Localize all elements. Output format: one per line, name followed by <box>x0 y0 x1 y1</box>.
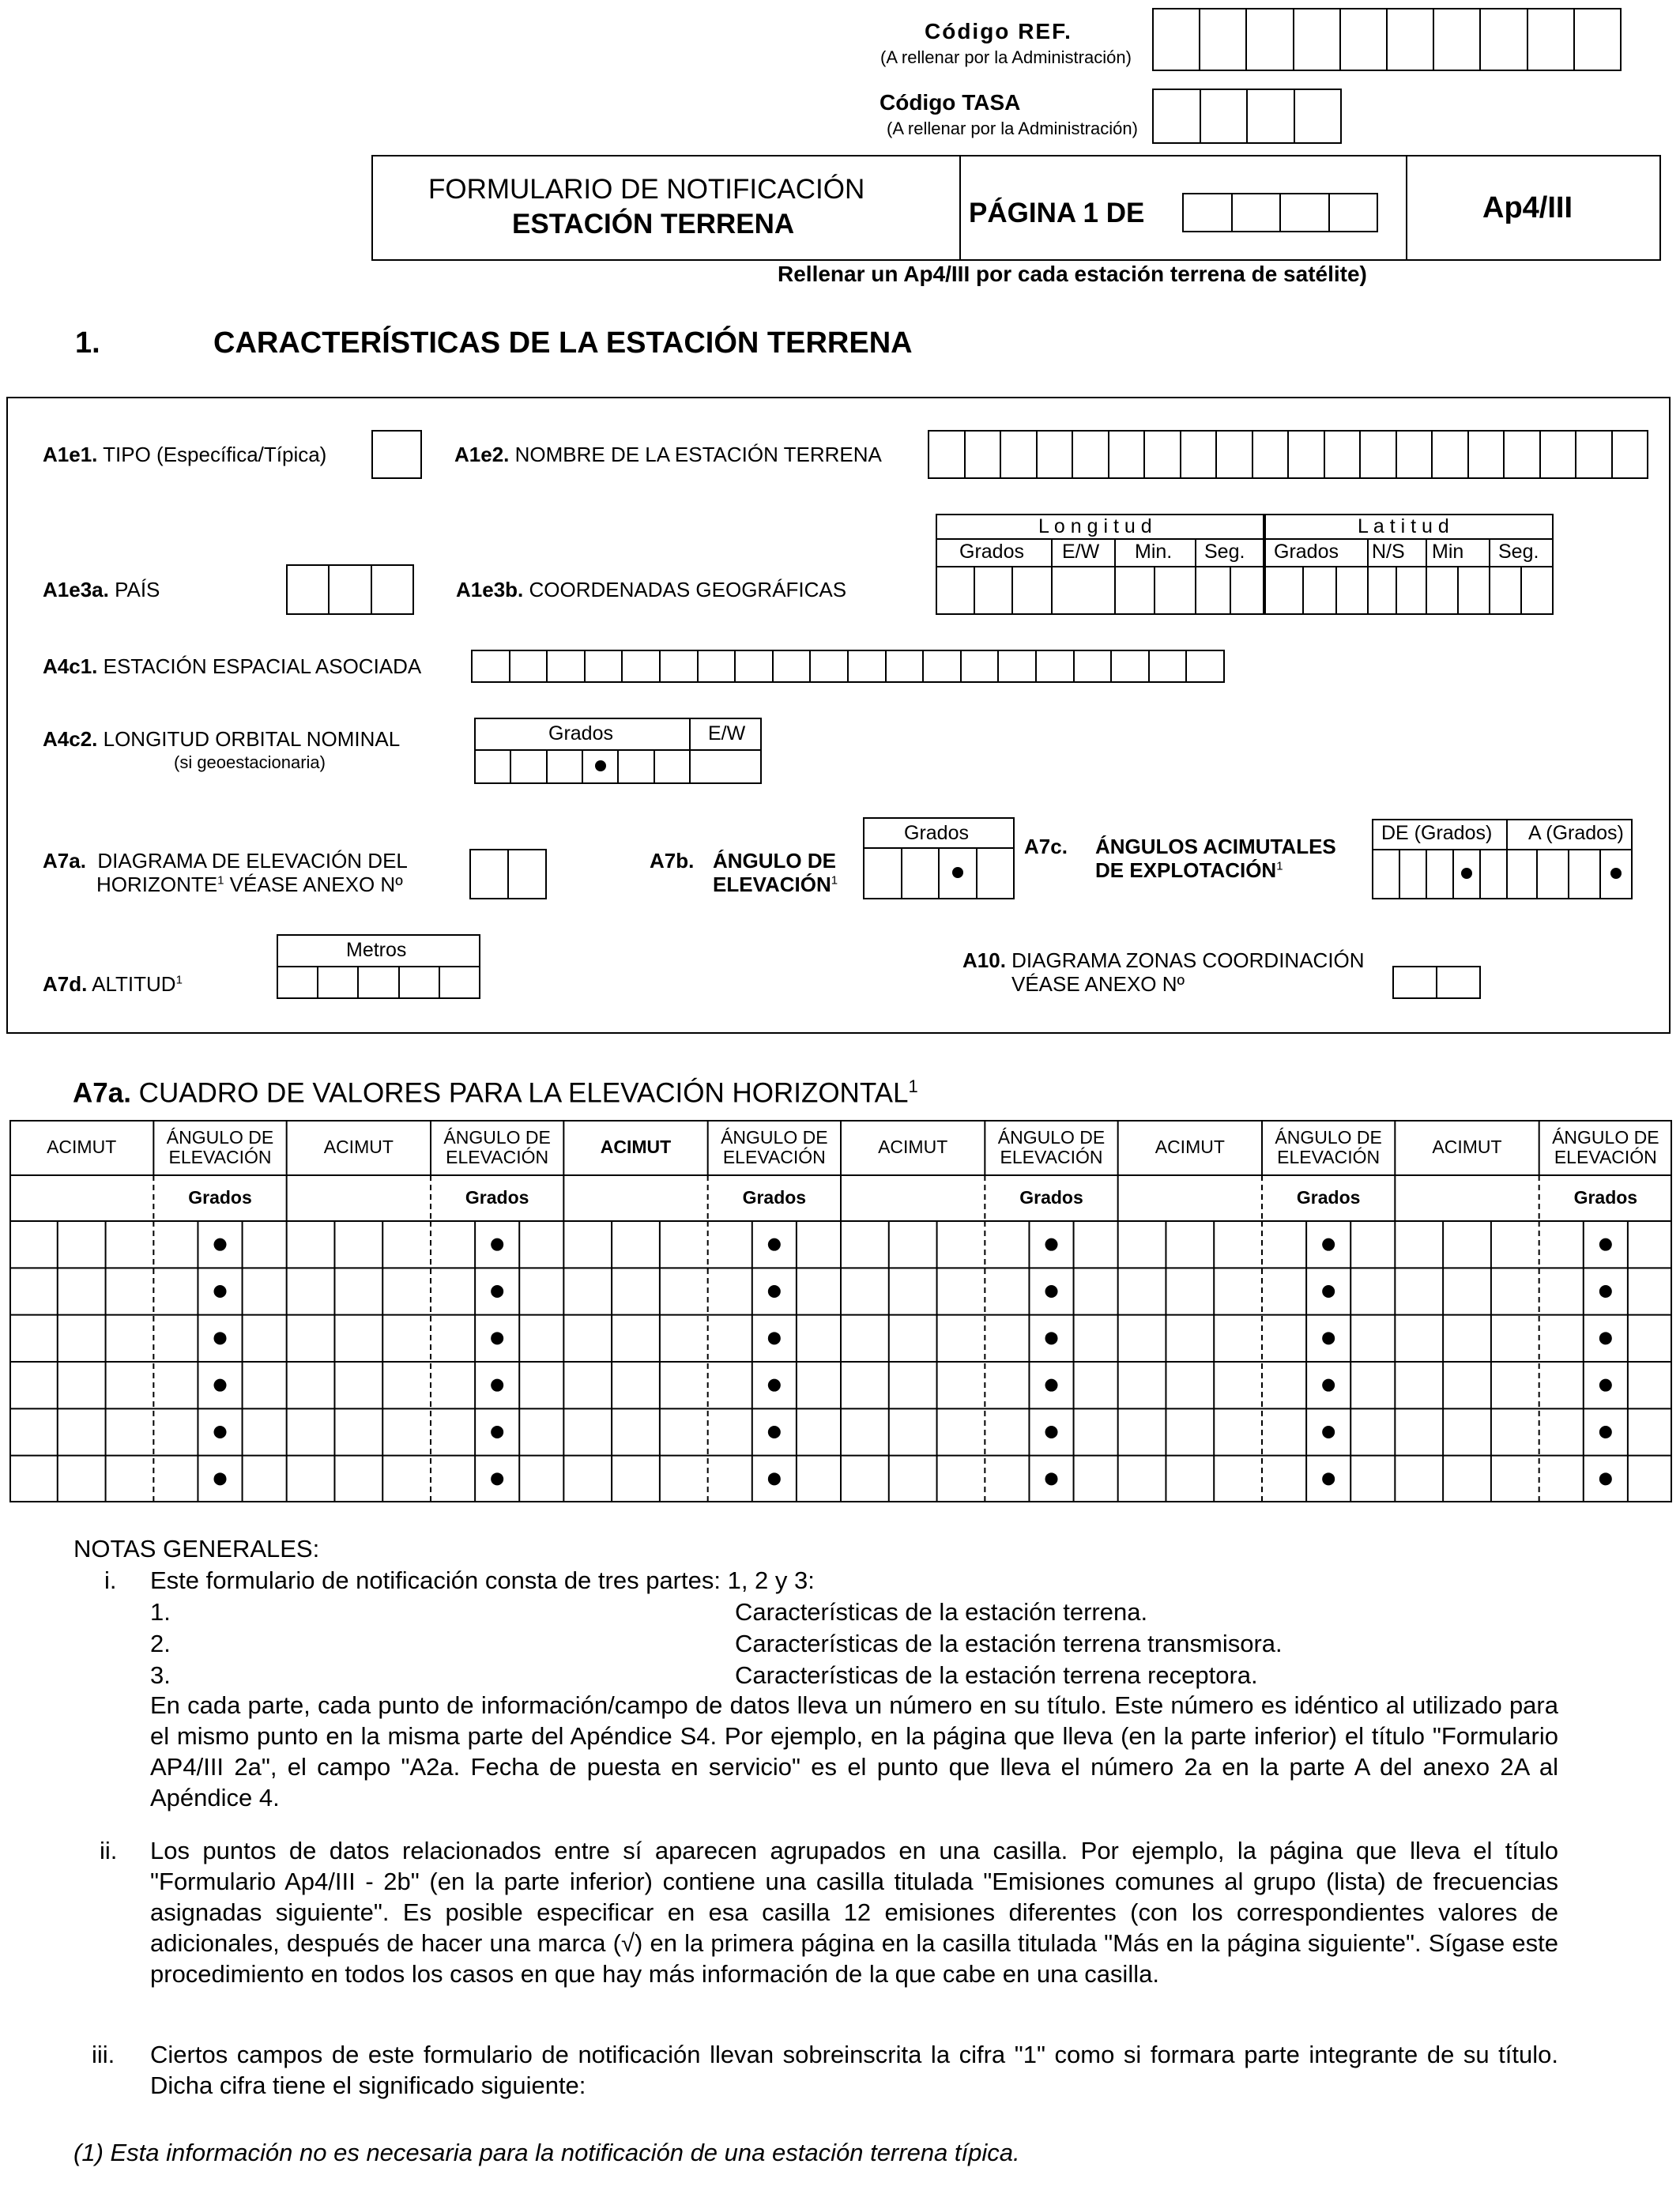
decimal-point <box>1599 1379 1612 1392</box>
a10-label-line1: A10. DIAGRAMA ZONAS COORDINACIÓN <box>962 948 1365 972</box>
col-grados-header: Grados <box>1296 1187 1361 1208</box>
col-angulo-header: ÁNGULO DE ELEVACIÓN <box>1275 1126 1382 1167</box>
note-i-body: En cada parte, cada punto de información/campo de datos lleva un número en su título. Este número es idéntico al utilizado para el mismo punto en la misma parte del Apéndice S4. Por ejemplo, en la página que lleva (en la parte inferior) el título "Formulario AP4/III 2a", el campo "A2a. Fecha de puesta en servicio" es el punto que lleva el número 2a en la parte A del anexo 2A al Apéndice 4. <box>150 1691 1558 1811</box>
decimal-point <box>1322 1238 1335 1251</box>
a7d-label: A7d. ALTITUD$^1$ <box>43 972 183 996</box>
a1e1-type-box[interactable] <box>371 430 422 479</box>
form-code: Ap4/III <box>1482 191 1573 224</box>
note-i-marker: i. <box>104 1566 117 1594</box>
section-number: 1. <box>75 326 100 360</box>
a7d-altitude-boxes[interactable] <box>277 966 480 999</box>
a4c1-label: A4c1. ESTACIÓN ESPACIAL ASOCIADA <box>43 654 422 678</box>
decimal-point <box>491 1238 503 1251</box>
decimal-point <box>214 1379 227 1392</box>
tasa-code-boxes[interactable] <box>1152 89 1342 144</box>
a10-annex-boxes[interactable] <box>1392 966 1481 999</box>
a7b-code: A7b. <box>650 849 695 873</box>
a7c-de-label: DE (Grados) <box>1381 822 1493 844</box>
part-1-text: Características de la estación terrena. <box>735 1598 1148 1626</box>
a4c1-station-boxes[interactable] <box>471 650 1225 683</box>
decimal-point <box>1322 1426 1335 1438</box>
decimal-point <box>1045 1332 1058 1344</box>
decimal-point <box>1322 1285 1335 1298</box>
a7b-label-line1: ÁNGULO DE <box>713 849 836 873</box>
decimal-point <box>1599 1238 1612 1251</box>
decimal-point <box>1322 1472 1335 1485</box>
decimal-point <box>1322 1379 1335 1392</box>
ref-code-label: Código REF. <box>925 19 1072 43</box>
col-grados-header: Grados <box>465 1187 529 1208</box>
a7c-a-boxes[interactable] <box>1506 849 1633 899</box>
decimal-point <box>1599 1332 1612 1344</box>
a1e3a-country-boxes[interactable] <box>286 564 414 615</box>
a7a-label-line1: A7a. DIAGRAMA DE ELEVACIÓN DEL <box>43 849 408 873</box>
col-grados-header: Grados <box>1573 1187 1638 1208</box>
station-characteristics-frame <box>6 397 1671 1034</box>
note-ii-body: Los puntos de datos relacionados entre sí aparecen agrupados en una casilla. Por ejemplo, la página que lleva el título "Formulario Ap4/III - 2b" (en la parte inferior) contiene una casilla titulada "Emisiones comunes al grupo (lista) de frecuencias asignadas siguiente". Es posible especificar en esa casilla 12 emisiones diferentes (con los correspondientes valores de adicionales, después de hacer una marca (√) en la primera página en la casilla titulada "Más en la página siguiente". Sígase este procedimiento en todos los casos en que hay más información de la que cabe en una casilla. <box>150 1837 1558 1988</box>
note-ii-marker: ii. <box>100 1837 118 1864</box>
ref-code-boxes[interactable] <box>1152 8 1622 71</box>
col-grados-header: Grados <box>188 1187 252 1208</box>
page-total-boxes[interactable] <box>1182 193 1378 232</box>
a7b-grados-label: Grados <box>904 822 969 844</box>
notes-heading: NOTAS GENERALES: <box>73 1535 320 1563</box>
tasa-code-label: Código TASA <box>880 90 1021 115</box>
note-i-intro: Este formulario de notificación consta de tres partes: 1, 2 y 3: <box>150 1566 815 1594</box>
lon-seg-label: Seg. <box>1204 541 1245 563</box>
decimal-point <box>768 1472 781 1485</box>
form-title-line1: FORMULARIO DE NOTIFICACIÓN <box>428 174 865 205</box>
a1e2-label: A1e2. NOMBRE DE LA ESTACIÓN TERRENA <box>454 443 882 466</box>
col-angulo-header: ÁNGULO DE ELEVACIÓN <box>443 1126 551 1167</box>
decimal-point <box>1599 1426 1612 1438</box>
a7c-label-line1: ÁNGULOS ACIMUTALES <box>1095 835 1336 858</box>
decimal-point <box>1322 1332 1335 1344</box>
a7c-a-label: A (Grados) <box>1528 822 1624 844</box>
longitud-header: L o n g i t u d <box>1038 515 1152 537</box>
a4c2-label: A4c2. LONGITUD ORBITAL NOMINAL <box>43 727 401 751</box>
a7a-annex-boxes[interactable] <box>469 849 547 899</box>
part-2-number: 2. <box>150 1630 171 1657</box>
note-iii-marker: iii. <box>92 2041 115 2068</box>
decimal-point <box>214 1472 227 1485</box>
part-1-number: 1. <box>150 1598 171 1626</box>
decimal-point <box>1045 1285 1058 1298</box>
note-iii-body: Ciertos campos de este formulario de notificación llevan sobreinscrita la cifra "1" como si formara parte integrante de su título. Dicha cifra tiene el significado siguiente: <box>150 2041 1558 2099</box>
table-title: A7a. CUADRO DE VALORES PARA LA ELEVACIÓN HORIZONTAL$^1$ <box>73 1076 918 1109</box>
lat-ns-label: N/S <box>1372 541 1405 563</box>
col-acimut-header: ACIMUT <box>600 1137 672 1158</box>
a4c2-ew-label: E/W <box>708 722 746 745</box>
decimal-point <box>214 1332 227 1344</box>
a7a-label-line2: HORIZONTE$^1$ VÉASE ANEXO Nº <box>96 873 403 896</box>
decimal-point <box>1599 1285 1612 1298</box>
decimal-point <box>768 1238 781 1251</box>
decimal-point <box>768 1285 781 1298</box>
col-acimut-header: ACIMUT <box>1432 1137 1502 1158</box>
decimal-point <box>768 1426 781 1438</box>
col-acimut-header: ACIMUT <box>1155 1137 1225 1158</box>
part-3-number: 3. <box>150 1661 171 1689</box>
decimal-point <box>214 1238 227 1251</box>
col-angulo-header: ÁNGULO DE ELEVACIÓN <box>166 1126 274 1167</box>
a4c2-orbital-boxes[interactable] <box>474 749 691 784</box>
lon-min-label: Min. <box>1135 541 1173 563</box>
a4c2-note: (si geoestacionaria) <box>174 752 326 772</box>
footnote: (1) Esta información no es necesaria para la notificación de una estación terrena típica. <box>73 2139 1020 2166</box>
a7b-label-line2: ELEVACIÓN$^1$ <box>713 873 838 896</box>
a7d-metros-label: Metros <box>346 939 407 961</box>
decimal-point <box>768 1332 781 1344</box>
decimal-point <box>768 1379 781 1392</box>
decimal-point <box>1045 1238 1058 1251</box>
decimal-point <box>491 1332 503 1344</box>
ref-code-note: (A rellenar por la Administración) <box>880 47 1132 67</box>
decimal-point <box>214 1285 227 1298</box>
decimal-point <box>1599 1472 1612 1485</box>
decimal-point <box>491 1285 503 1298</box>
lat-seg-label: Seg. <box>1498 541 1539 563</box>
lon-ew-label: E/W <box>1062 541 1100 563</box>
col-acimut-header: ACIMUT <box>47 1137 117 1158</box>
latitud-header: L a t i t u d <box>1358 515 1449 537</box>
page-label: PÁGINA 1 DE <box>969 198 1145 228</box>
col-acimut-header: ACIMUT <box>323 1137 394 1158</box>
decimal-point <box>1045 1472 1058 1485</box>
decimal-point <box>491 1426 503 1438</box>
lat-grados-label: Grados <box>1274 541 1339 563</box>
col-grados-header: Grados <box>742 1187 807 1208</box>
part-3-text: Características de la estación terrena receptora. <box>735 1661 1258 1689</box>
decimal-point <box>214 1426 227 1438</box>
decimal-point <box>1045 1379 1058 1392</box>
a1e2-name-boxes[interactable] <box>928 430 1648 479</box>
a10-label-line2: VÉASE ANEXO Nº <box>1011 972 1185 996</box>
decimal-point <box>491 1379 503 1392</box>
form-title-line2: ESTACIÓN TERRENA <box>512 209 795 239</box>
col-angulo-header: ÁNGULO DE ELEVACIÓN <box>1552 1126 1659 1167</box>
a7b-elevation-boxes[interactable] <box>863 847 1015 899</box>
a4c2-grados-label: Grados <box>548 722 613 745</box>
elevation-values-table <box>9 1120 1672 1502</box>
part-2-text: Características de la estación terrena transmisora. <box>735 1630 1283 1657</box>
decimal-point <box>1045 1426 1058 1438</box>
a1e1-label: A1e1. TIPO (Específica/Típica) <box>43 443 327 466</box>
a1e3b-label: A1e3b. COORDENADAS GEOGRÁFICAS <box>456 578 847 601</box>
a7c-de-boxes[interactable] <box>1372 849 1508 899</box>
a1e3a-label: A1e3a. PAÍS <box>43 578 160 601</box>
form-instruction: Rellenar un Ap4/III por cada estación terrena de satélite) <box>778 262 1367 286</box>
col-angulo-header: ÁNGULO DE ELEVACIÓN <box>997 1126 1106 1167</box>
col-grados-header: Grados <box>1019 1187 1083 1208</box>
col-acimut-header: ACIMUT <box>878 1137 948 1158</box>
col-angulo-header: ÁNGULO DE ELEVACIÓN <box>721 1126 828 1167</box>
lat-min-label: Min <box>1432 541 1464 563</box>
coordinates-block <box>936 514 1554 615</box>
a7c-label-line2: DE EXPLOTACIÓN$^1$ <box>1095 858 1283 882</box>
a7c-code: A7c. <box>1024 835 1068 858</box>
lon-grados-label: Grados <box>959 541 1024 563</box>
decimal-point <box>491 1472 503 1485</box>
tasa-code-note: (A rellenar por la Administración) <box>887 119 1138 138</box>
section-title: CARACTERÍSTICAS DE LA ESTACIÓN TERRENA <box>213 326 913 360</box>
